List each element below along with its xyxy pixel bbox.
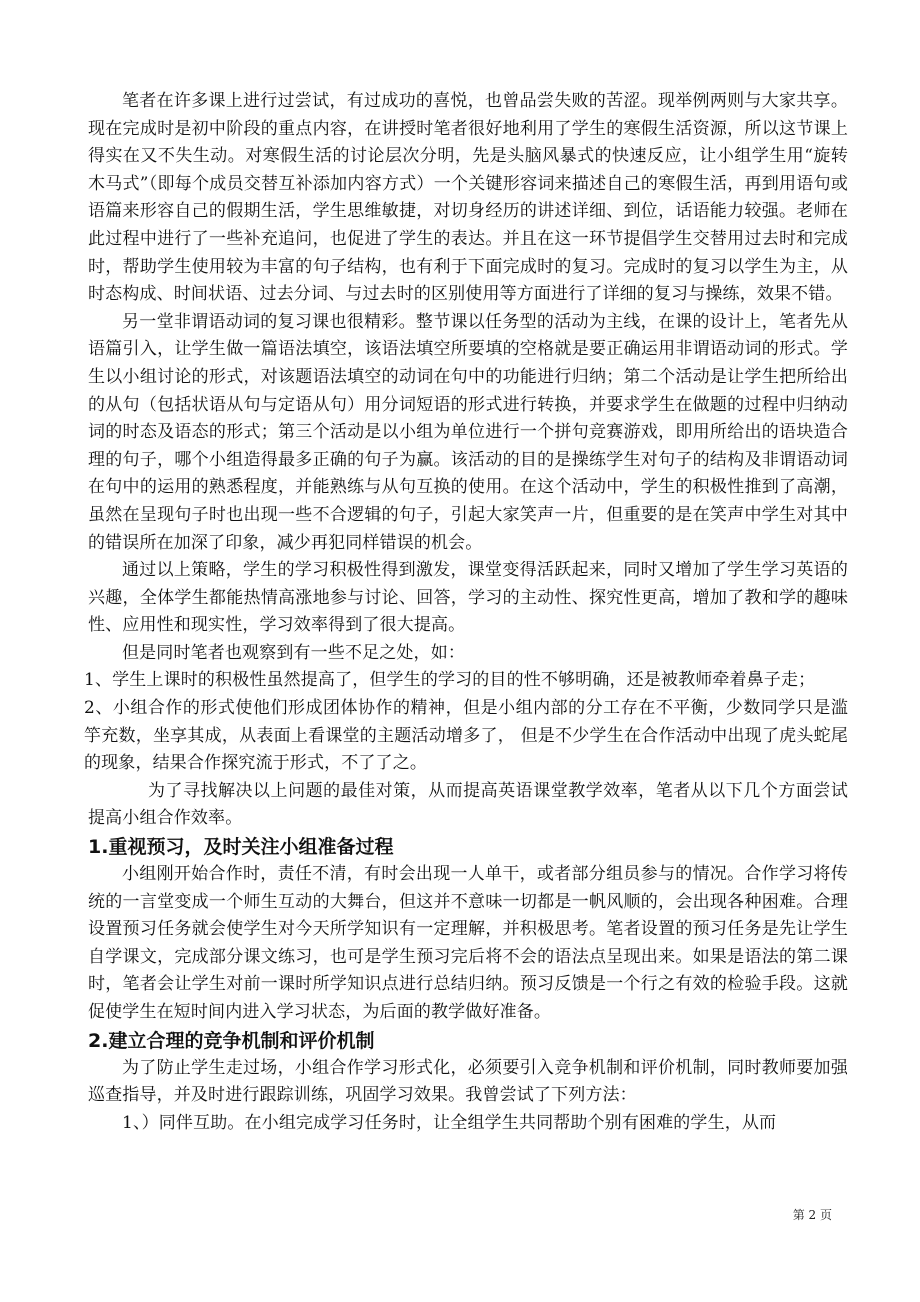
section-body-preview: 小组刚开始合作时，责任不清，有时会出现一人单干，或者部分组员参与的情况。合作学习将传统的一言堂变成一个师生互动的大舞台，但这并不意味一切都是一帆风顺的，会出现各种困难。合理设置预习任务就会使学生对今天所学知识有一定理解，并积极思考。笔者设置的预习任务是先让学生自学课文，完成部分课文练习，也可是学生预习完后将不会的语法点呈现出来。如果是语法的第二课时，笔者会让学生对前一课时所学知识点进行总结归纳。预习反馈是一个行之有效的检验手段。这就促使学生在短时间内进入学习状态，为后面的教学做好准备。 <box>88 864 848 1022</box>
paragraph-non-finite-lesson: 另一堂非谓语动词的复习课也很精彩。整节课以任务型的活动为主线，在课的设计上，笔者先从语篇引入，让学生做一篇语法填空，该语法填空所要填的空格就是要正确运用非谓语动词的形式。学生以小组讨论的形式，对该题语法填空的动词在句中的功能进行归纳；第二个活动是让学生把所给出的从句（包括状语从句与定语从句）用分词短语的形式进行转换，并要求学生在做题的过程中归纳动词的时态及语态的形式；第三个活动是以小组为单位进行一个拼句竞赛游戏，即用所给出的语块造合理的句子，哪个小组造得最多正确的句子为赢。该活动的目的是操练学生对句子的结构及非谓语动词在句中的运用的熟悉程度，并能熟练与从句互换的使用。在这个活动中，学生的积极性推到了高潮，虽然在呈现句子时也出现一些不合逻辑的句子，引起大家笑声一片，但重要的是在笑声中学生对其中的错误所在加深了印象，减少再犯同样错误的机会。 <box>88 311 848 553</box>
shortcoming-item-2: 2、小组合作的形式使他们形成团体协作的精神，但是小组内部的分工存在不平衡，少数同学只是滥竽充数，坐享其成，从表面上看课堂的主题活动增多了， 但是不少学生在合作活动中出现了虎头蛇尾的现象，结果合作探究流于形式，不了了之。 <box>84 698 848 774</box>
paragraph-solution-intro: 为了寻找解决以上问题的最佳对策，从而提高英语课堂教学效率，笔者从以下几个方面尝试提高小组合作效率。 <box>88 780 848 829</box>
shortcoming-item-1: 1、学生上课时的积极性虽然提高了，但学生的学习的目的性不够明确，还是被教师牵着鼻子走； <box>84 670 816 691</box>
paragraph-strategy-effect: 通过以上策略，学生的学习积极性得到激发，课堂变得活跃起来，同时又增加了学生学习英语的兴趣，全体学生都能热情高涨地参与讨论、回答，学习的主动性、探究性更高，增加了教和学的趣味性、应用性和现实性，学习效率得到了很大提高。 <box>88 560 848 636</box>
section-heading-competition: 2.建立合理的竞争机制和评价机制 <box>88 1029 375 1052</box>
section-heading-preview: 1.重视预习，及时关注小组准备过程 <box>88 836 394 859</box>
paragraph-shortcomings-intro: 但是同时笔者也观察到有一些不足之处，如： <box>122 642 465 663</box>
page-number: 第 2 页 <box>792 1208 832 1222</box>
method-item-peer-help: 1、）同伴互助。在小组完成学习任务时，让全组学生共同帮助个别有困难的学生，从而 <box>122 1112 777 1133</box>
document-page <box>84 88 848 1137</box>
paragraph-intro: 笔者在许多课上进行过尝试，有过成功的喜悦，也曾品尝失败的苦涩。现举例两则与大家共享。现在完成时是初中阶段的重点内容，在讲授时笔者很好地利用了学生的寒假生活资源，所以这节课上得实在又不失生动。对寒假生活的讨论层次分明，先是头脑风暴式的快速反应，让小组学生用“旋转木马式”（即每个成员交替互补添加内容方式）一个关键形容词来描述自己的寒假生活，再到用语句或语篇来形容自己的假期生活，学生思维敏捷，对切身经历的讲述详细、到位，话语能力较强。老师在此过程中进行了一些补充追问，也促进了学生的表达。并且在这一环节提倡学生交替用过去时和完成时，帮助学生使用较为丰富的句子结构，也有利于下面完成时的复习。完成时的复习以学生为主，从时态构成、时间状语、过去分词、与过去时的区别使用等方面进行了详细的复习与操练，效果不错。 <box>88 91 848 305</box>
section-body-competition: 为了防止学生走过场，小组合作学习形式化，必须要引入竞争机制和评价机制，同时教师要加强巡查指导，并及时进行跟踪训练，巩固学习效果。我曾尝试了下列方法： <box>88 1057 848 1106</box>
